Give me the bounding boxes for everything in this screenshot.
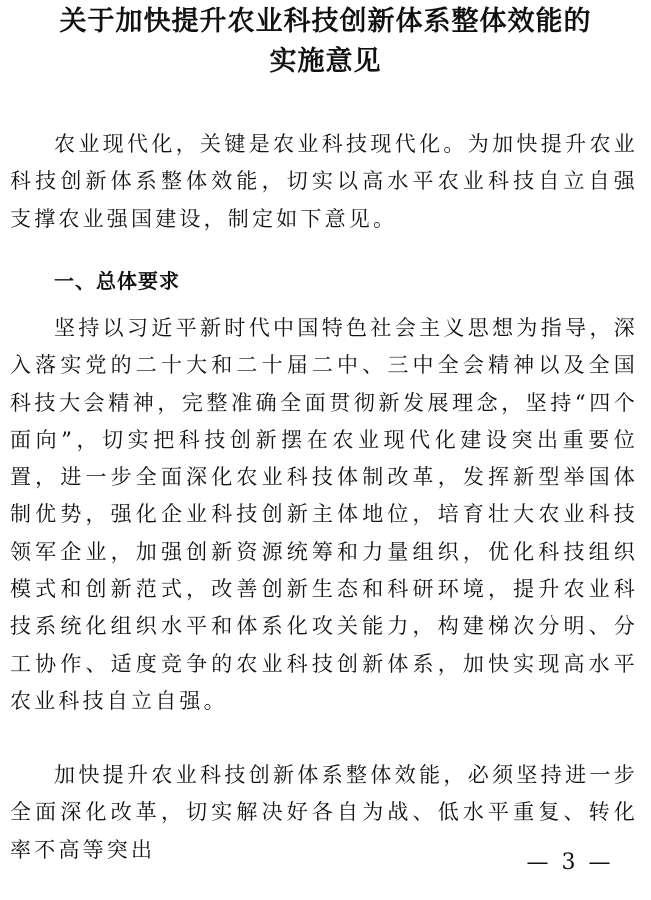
document-title-line-2: 实施意见 xyxy=(269,46,382,77)
body-paragraph-continued: 加快提升农业科技创新体系整体效能，必须坚持进一步全面深化改革，切实解决好各自为战、低水平重复、转化率不高等突出 xyxy=(10,763,638,862)
body-paragraph: 坚持以习近平新时代中国特色社会主义思想为指导，深入落实党的二十大和二十届二中、三中全会精神以及全国科技大会精神，完整准确全面贯彻新发展理念，坚持“四个面向”，切实把科技创新摆在农业现代化建设突出重要位置，进一步全面深化农业科技体制改革，发挥新型举国体制优势，强化企业科技创新主体地位，培育壮大农业科技领军企业，加强创新资源统筹和力量组织，优化科技组织模式和创新范式，改善创新生态和科研环境，提升农业科技系统化组织水平和体系化攻关能力，构建梯次分明、分工协作、适度竞争的农业科技创新体系，加快实现高水平农业科技自立自强。 xyxy=(10,316,638,713)
document-title-line-1: 关于加快提升农业科技创新体系整体效能的 xyxy=(59,6,592,37)
page-number: — 3 — xyxy=(526,850,614,875)
section-heading: 一、总体要求 xyxy=(54,269,180,293)
intro-paragraph: 农业现代化，关键是农业科技现代化。为加快提升农业科技创新体系整体效能，切实以高水平农业科技自立自强支撑农业强国建设，制定如下意见。 xyxy=(10,132,638,231)
